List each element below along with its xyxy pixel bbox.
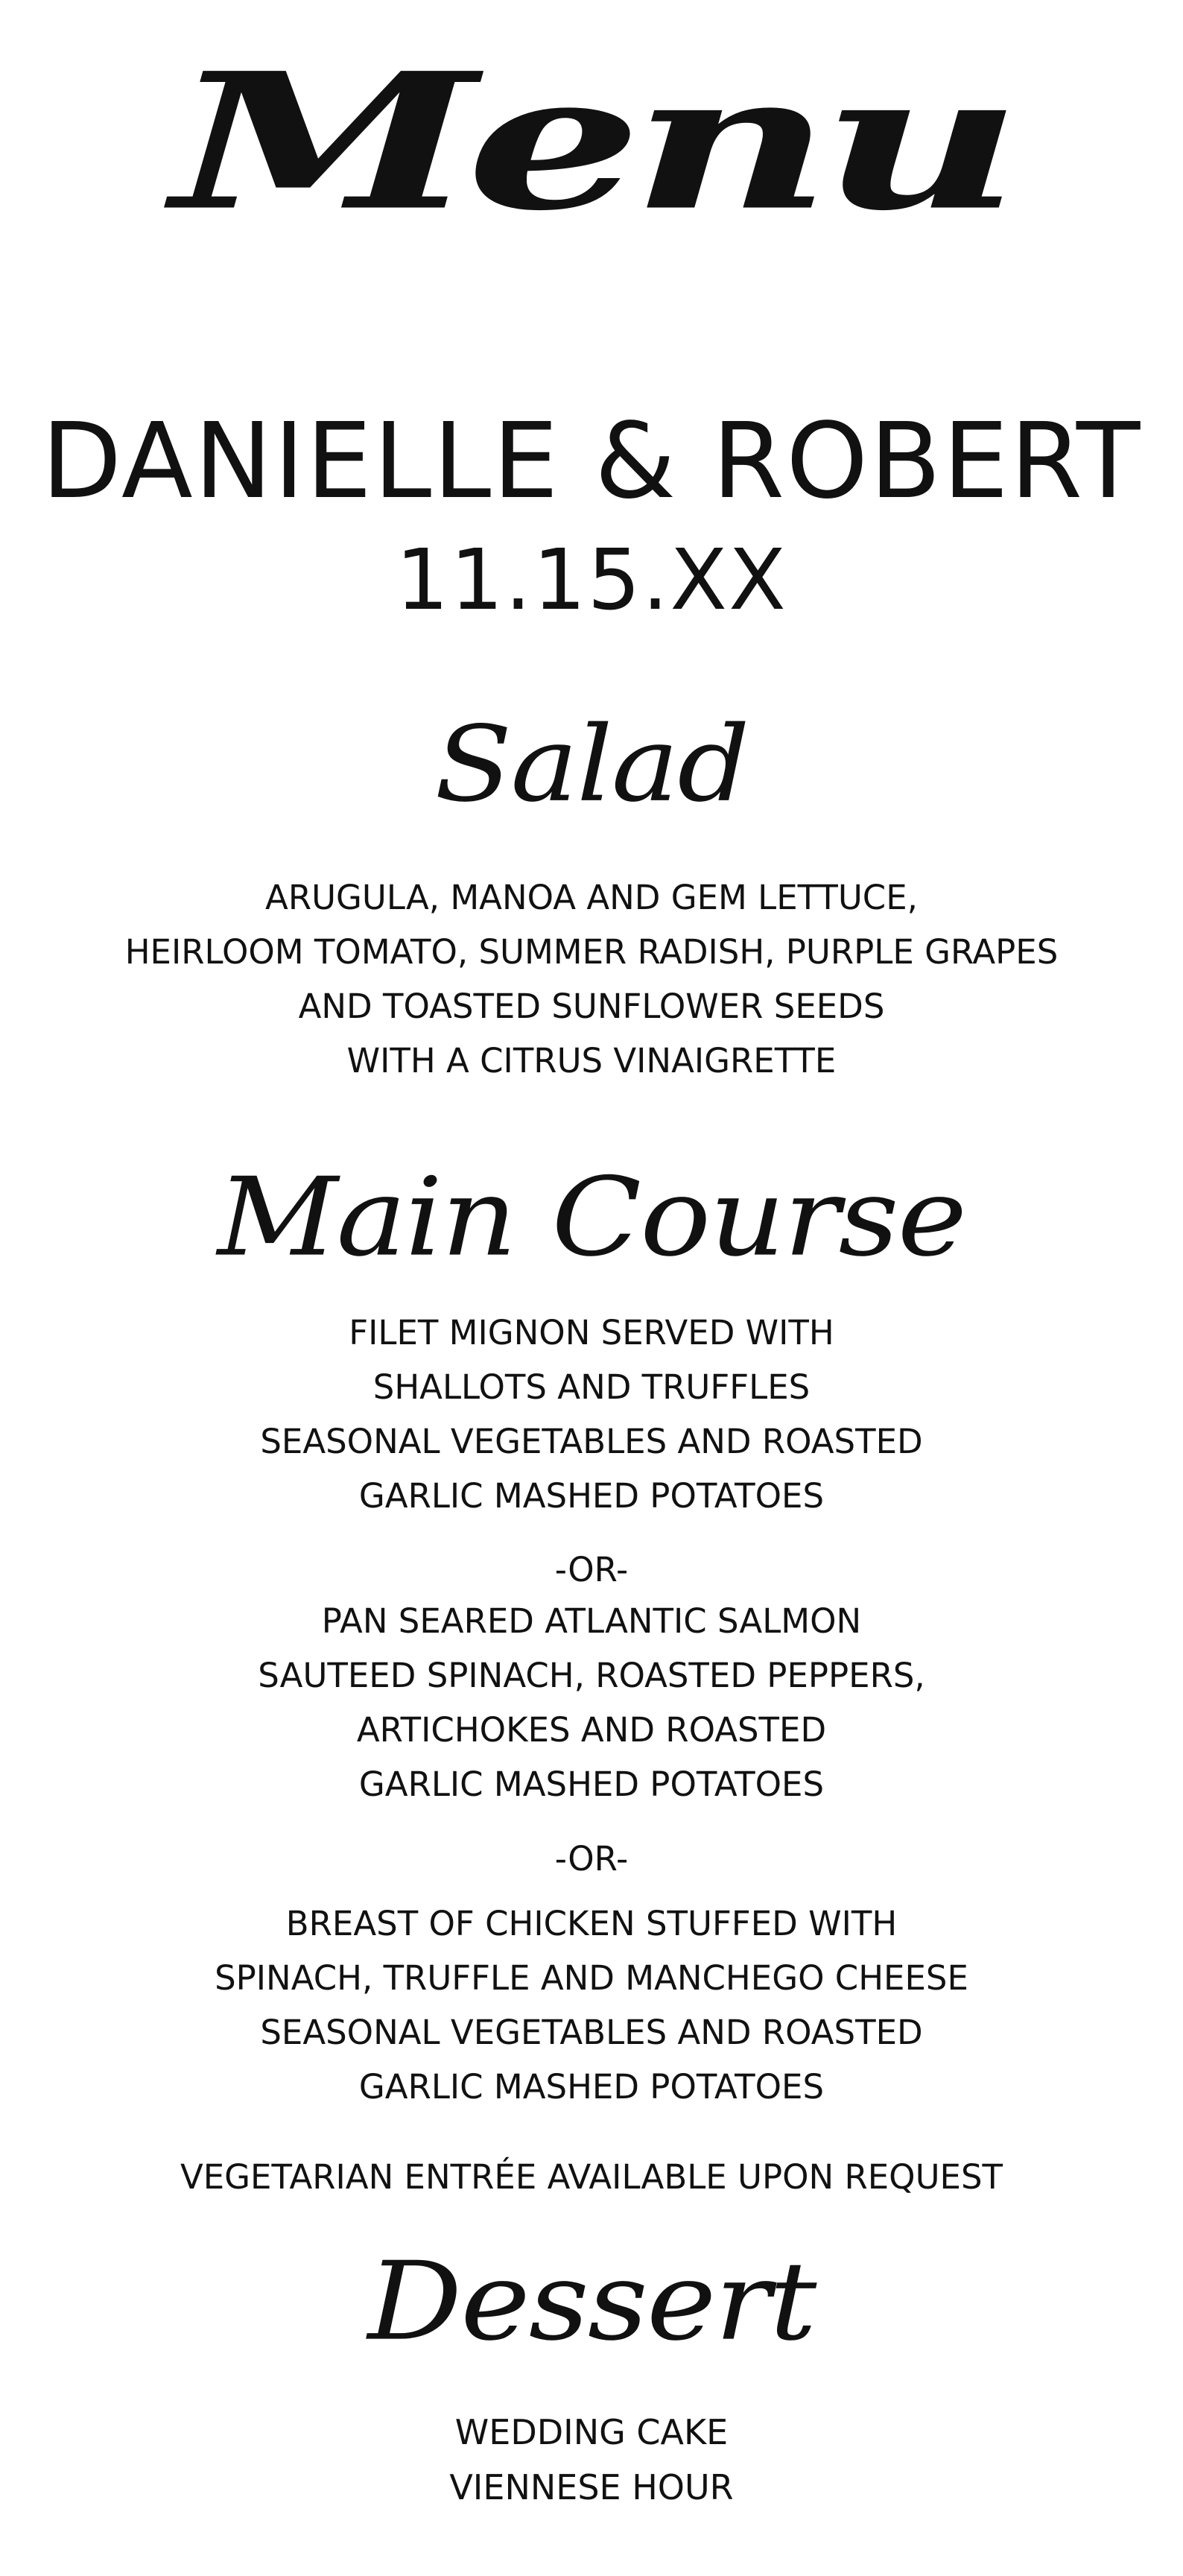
- main-option-line: GARLIC MASHED POTATOES: [358, 1476, 825, 1516]
- salad-line: HEIRLOOM TOMATO, SUMMER RADISH, PURPLE GRAPES: [124, 932, 1059, 972]
- event-date: 11.15.XX: [396, 532, 787, 629]
- main-option-salmon: [0, 1594, 1183, 1811]
- main-option-line: BREAST OF CHICKEN STUFFED WITH: [285, 1904, 898, 1943]
- salad-line: AND TOASTED SUNFLOWER SEEDS: [298, 987, 885, 1026]
- menu-title: Menu: [171, 32, 1012, 253]
- main-option-line: GARLIC MASHED POTATOES: [358, 1765, 825, 1804]
- salad-description: [0, 870, 1183, 1088]
- main-option-line: GARLIC MASHED POTATOES: [358, 2067, 825, 2107]
- main-option-filet: [0, 1306, 1183, 1523]
- main-option-chicken: [0, 1896, 1183, 2114]
- salad-line: ARUGULA, MANOA AND GEM LETTUCE,: [265, 878, 918, 917]
- main-option-line: SPINACH, TRUFFLE AND MANCHEGO CHEESE: [215, 1958, 968, 1998]
- salad-line: WITH A CITRUS VINAIGRETTE: [346, 1041, 837, 1080]
- main-course-heading: Main Course: [217, 1154, 966, 1281]
- main-option-line: SHALLOTS AND TRUFFLES: [372, 1367, 811, 1407]
- or-separator: -OR-: [554, 1839, 629, 1879]
- main-option-line: ARTICHOKES AND ROASTED: [356, 1710, 827, 1750]
- salad-heading: Salad: [434, 703, 749, 825]
- dessert-heading: Dessert: [367, 2238, 816, 2365]
- main-option-line: SAUTEED SPINACH, ROASTED PEPPERS,: [258, 1656, 925, 1695]
- main-option-line: PAN SEARED ATLANTIC SALMON: [321, 1601, 862, 1641]
- couple-names: DANIELLE & ROBERT: [41, 401, 1142, 522]
- main-option-line: SEASONAL VEGETABLES AND ROASTED: [260, 2013, 923, 2052]
- vegetarian-note: VEGETARIAN ENTRÉE AVAILABLE UPON REQUEST: [180, 2157, 1003, 2197]
- dessert-description: [0, 2405, 1183, 2515]
- main-option-line: SEASONAL VEGETABLES AND ROASTED: [260, 1422, 923, 1461]
- main-option-line: FILET MIGNON SERVED WITH: [349, 1313, 834, 1352]
- dessert-line: WEDDING CAKE: [454, 2412, 729, 2452]
- or-separator: -OR-: [554, 1550, 629, 1589]
- dessert-line: VIENNESE HOUR: [449, 2467, 734, 2507]
